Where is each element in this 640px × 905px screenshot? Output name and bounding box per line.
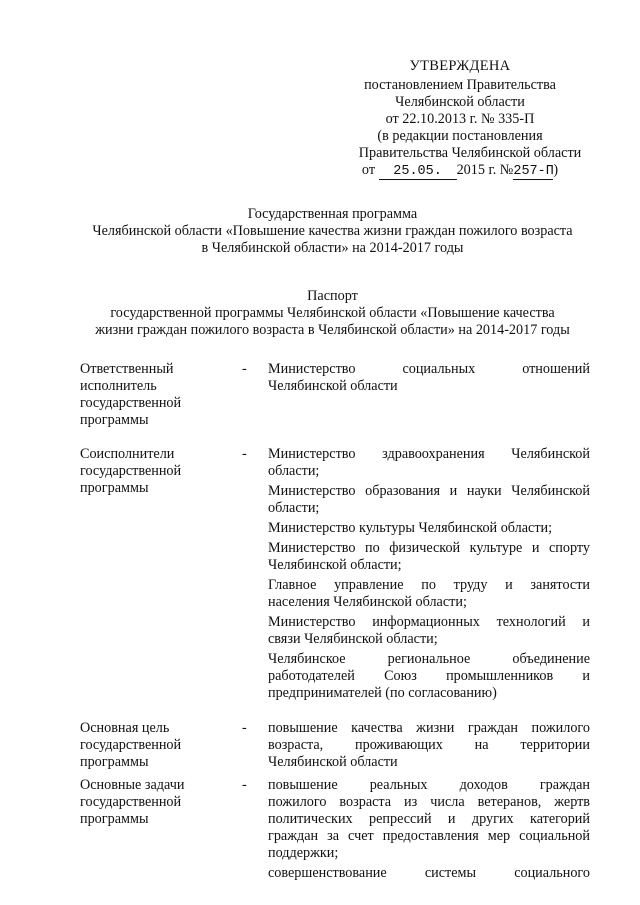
row-value [268, 777, 590, 882]
row-value [268, 361, 590, 395]
row-label-line: Основные задачи [80, 777, 185, 793]
approval-line: Правительства Челябинской области [358, 145, 582, 161]
date-prefix: от [361, 162, 376, 178]
table-row [80, 446, 590, 702]
value-item [268, 720, 590, 771]
approval-title: УТВЕРЖДЕНА [409, 58, 511, 74]
row-label-line: программы [80, 754, 149, 770]
value-line: Министерство информационных технологий и [268, 614, 590, 630]
value-item [268, 865, 590, 882]
value-item [268, 520, 590, 537]
program-title-block [60, 206, 605, 257]
row-label-line: государственной [80, 395, 182, 411]
value-line: Челябинской области; [268, 557, 402, 573]
value-item [268, 361, 590, 395]
value-line: политических репрессий и других категорий [268, 811, 590, 827]
row-label [80, 361, 242, 429]
passport-table [80, 361, 590, 882]
value-line: Челябинской области [268, 378, 398, 394]
value-line: Министерство образования и науки Челябинской [268, 483, 590, 499]
value-line: граждан за счет предоставления мер социальной [268, 828, 590, 844]
value-line: Челябинской области [268, 754, 398, 770]
value-line: поддержки; [268, 845, 339, 861]
row-label-line: Соисполнители [80, 446, 175, 462]
approval-line: постановлением Правительства [364, 77, 556, 93]
approval-line: от 22.10.2013 г. № 335-П [385, 111, 535, 127]
row-label-line: государственной [80, 463, 182, 479]
row-label-line: государственной [80, 737, 182, 753]
value-line: Министерство здравоохранения Челябинской [268, 446, 590, 462]
program-title-line: в Челябинской области» на 2014-2017 годы [201, 240, 464, 256]
value-line: связи Челябинской области; [268, 631, 438, 647]
value-item [268, 577, 590, 611]
handwritten-number: 257-П [513, 164, 554, 179]
row-dash: - [242, 361, 247, 377]
passport-subtitle-line: жизни граждан пожилого возраста в Челябинской области» на 2014-2017 годы [95, 322, 570, 338]
value-line: пожилого возраста из числа ветеранов, жертв [268, 794, 590, 810]
value-line: возраста, проживающих на территории [268, 737, 590, 753]
row-label-line: исполнитель [80, 378, 157, 394]
row-value [268, 446, 590, 702]
value-item [268, 614, 590, 648]
value-line: Челябинское региональное объединение [268, 651, 590, 667]
value-item [268, 777, 590, 862]
value-item [268, 651, 590, 702]
row-label-line: программы [80, 811, 149, 827]
row-dash: - [242, 446, 247, 462]
value-line: населения Челябинской области; [268, 594, 467, 610]
value-line: повышение качества жизни граждан пожилого [268, 720, 590, 736]
approval-line: (в редакции постановления [377, 128, 543, 144]
passport-title-block [60, 288, 605, 339]
row-label-line: государственной [80, 794, 182, 810]
table-row [80, 720, 590, 771]
value-line: Главное управление по труду и занятости [268, 577, 590, 593]
row-label-line: программы [80, 412, 149, 428]
value-item [268, 540, 590, 574]
approval-date-line [330, 162, 590, 180]
approval-line: Челябинской области [395, 94, 525, 110]
table-row [80, 361, 590, 429]
value-line: предпринимателей (по согласованию) [268, 685, 497, 701]
value-line: Министерство культуры Челябинской области; [268, 520, 553, 536]
table-row [80, 777, 590, 882]
value-item [268, 446, 590, 480]
date-year: 2015 г. № [456, 162, 514, 178]
handwritten-date: 25.05. [379, 165, 457, 180]
row-label [80, 777, 242, 828]
program-title-line: Челябинской области «Повышение качества жизни граждан пожилого возраста [92, 223, 573, 239]
row-dash: - [242, 777, 247, 793]
row-label [80, 446, 242, 497]
value-item [268, 483, 590, 517]
program-title: Государственная программа [247, 206, 418, 222]
row-dash: - [242, 720, 247, 736]
row-label [80, 720, 242, 771]
row-value [268, 720, 590, 771]
value-line: Министерство по физической культуре и спорту [268, 540, 590, 556]
row-label-line: программы [80, 480, 149, 496]
value-line: работодателей Союз промышленников и [268, 668, 590, 684]
value-line: области; [268, 500, 320, 516]
close-paren: ) [553, 162, 559, 178]
row-label-line: Ответственный [80, 361, 174, 377]
passport-subtitle-line: государственной программы Челябинской области «Повышение качества [110, 305, 555, 321]
value-line: Министерство социальных отношений [268, 361, 590, 377]
value-line: области; [268, 463, 320, 479]
approval-block [330, 58, 590, 180]
value-line: совершенствование системы социального [268, 865, 590, 881]
row-label-line: Основная цель [80, 720, 170, 736]
passport-title: Паспорт [307, 288, 358, 304]
value-line: повышение реальных доходов граждан [268, 777, 590, 793]
